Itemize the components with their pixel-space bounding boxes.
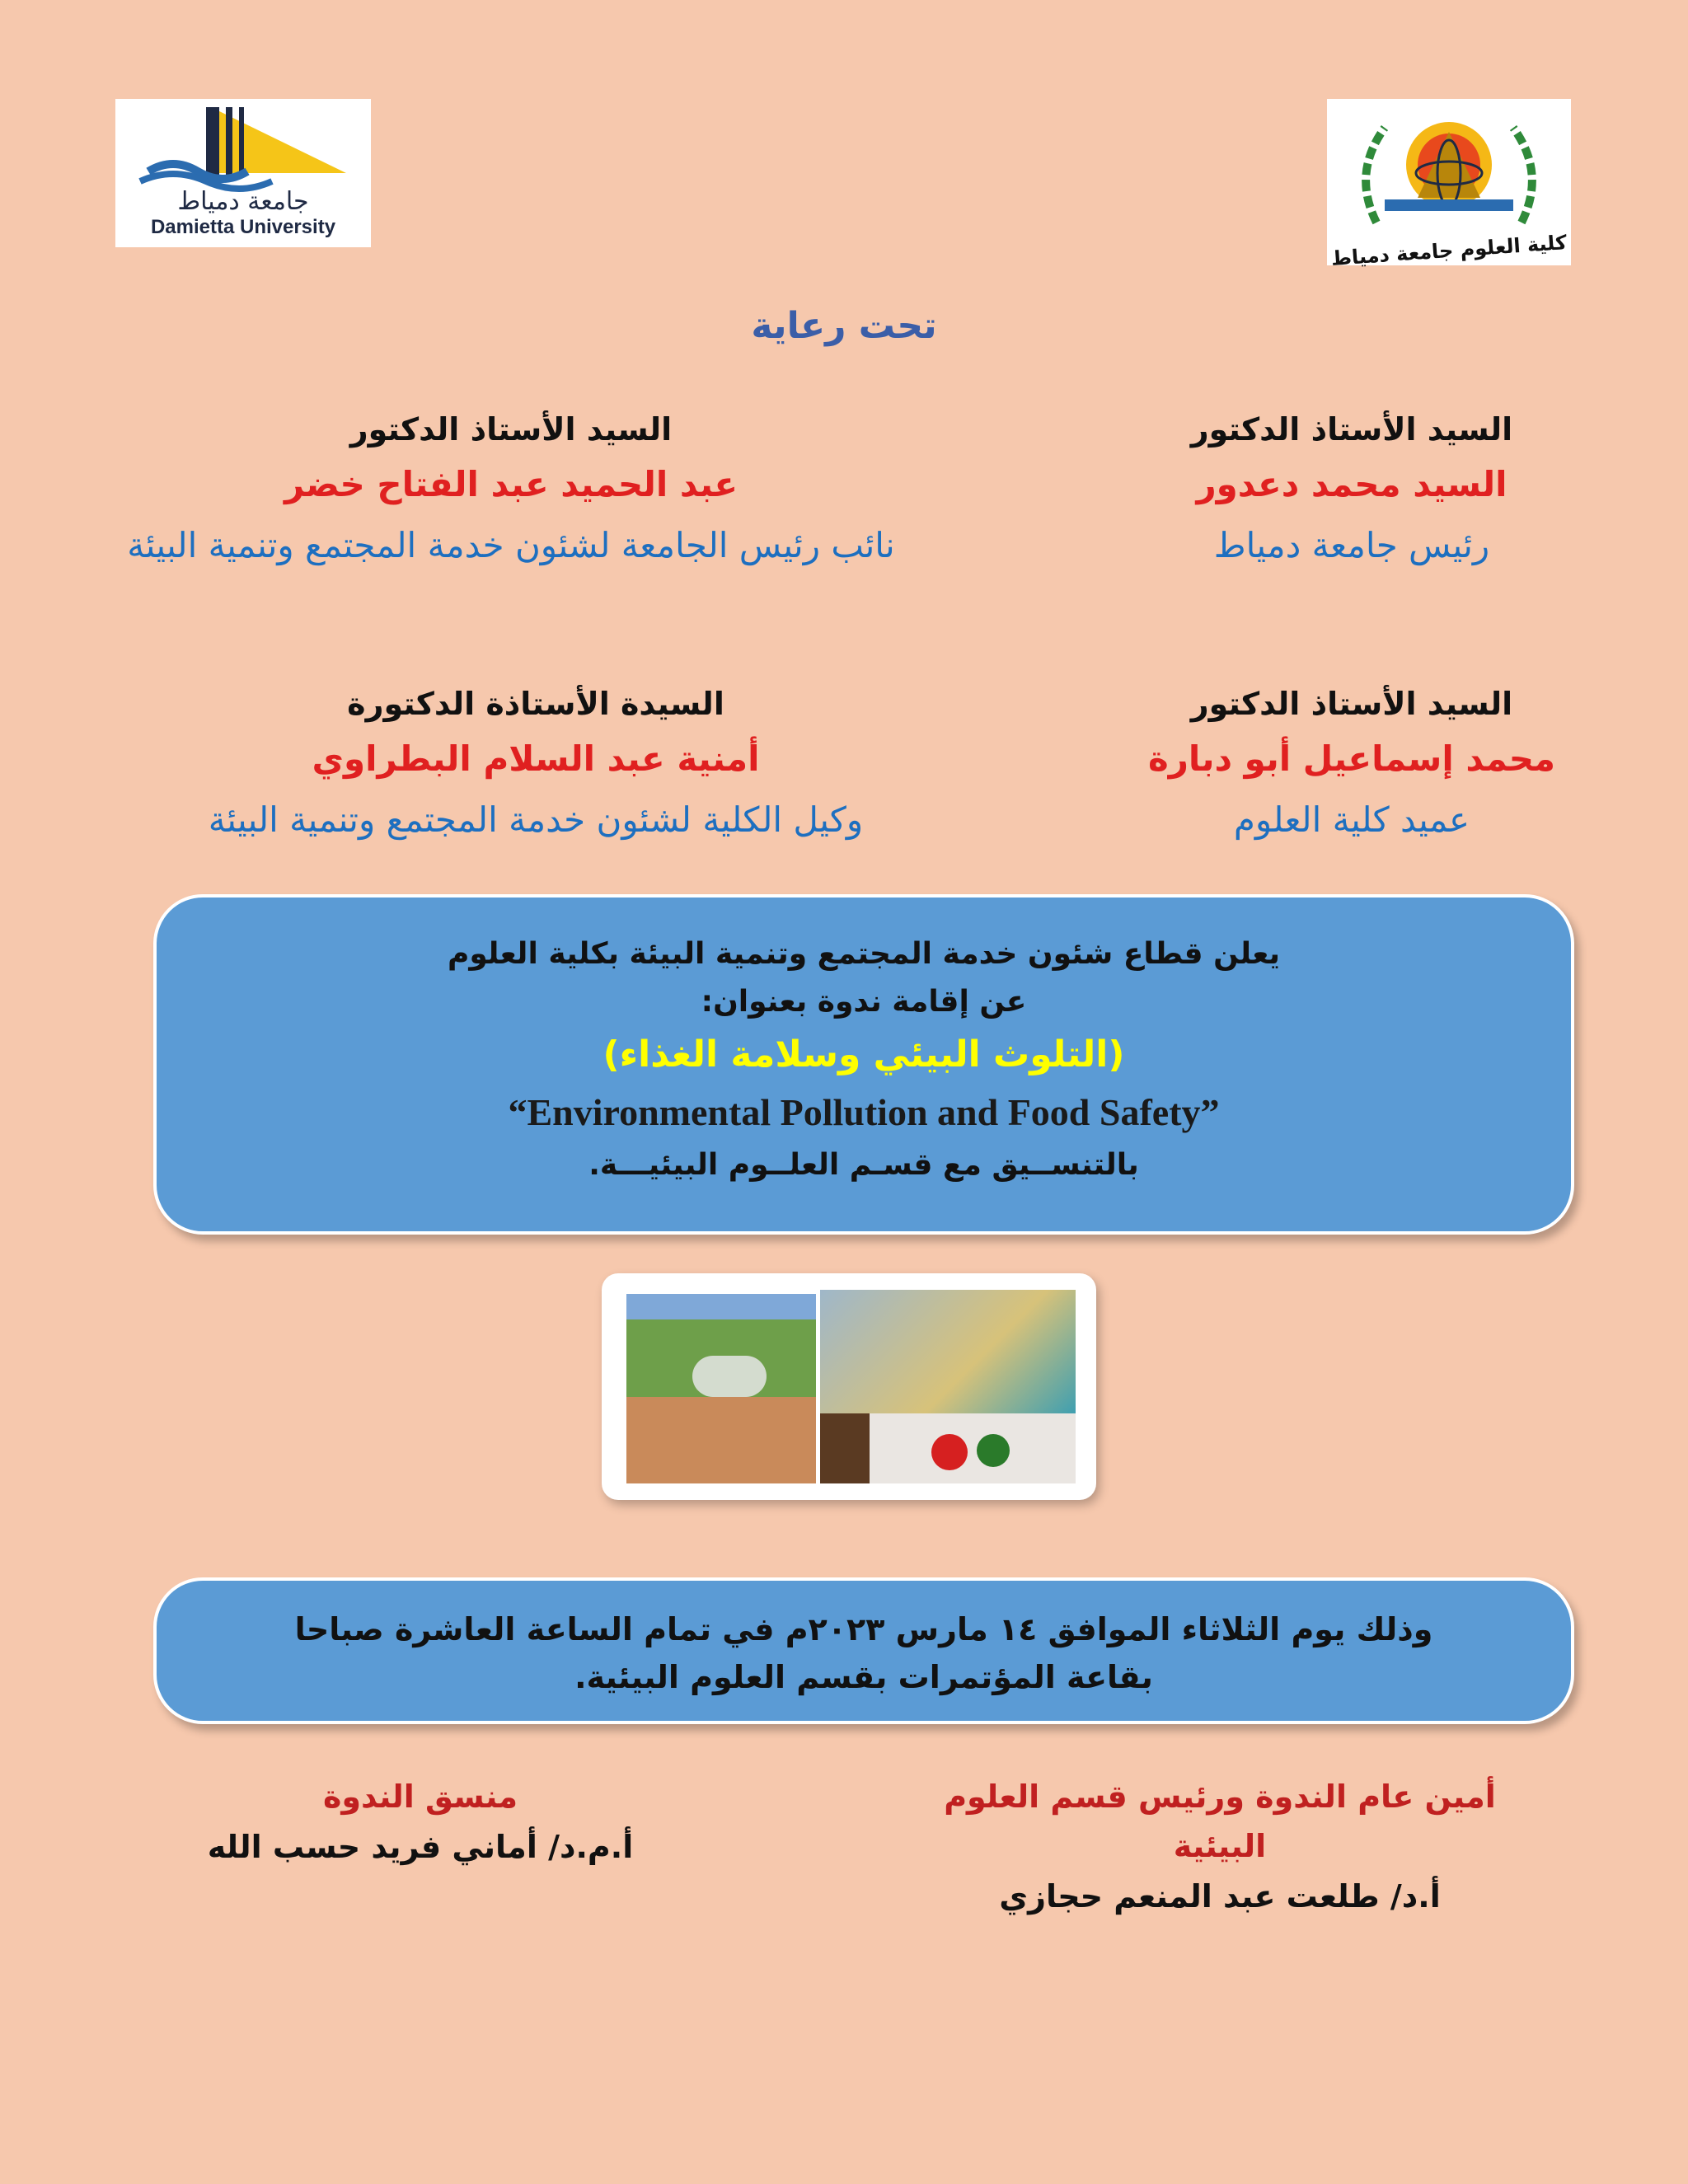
topic-collage-image [602, 1273, 1096, 1500]
patron-name: محمد إسماعيل أبو دبارة [1147, 738, 1556, 779]
university-logo-arabic: جامعة دمياط [177, 187, 309, 216]
produce-photo [870, 1413, 1076, 1483]
patron-name: عبد الحميد عبد الفتاح خضر [284, 464, 738, 504]
schedule-date-line: وذلك يوم الثلاثاء الموافق ١٤ مارس ٢٠٢٣م في تمام الساعة العاشرة صباحا [294, 1611, 1433, 1647]
seminar-title-arabic: (التلوث البيئي وسلامة الغذاء) [603, 1033, 1125, 1076]
food-handling-photo [626, 1397, 816, 1483]
damietta-university-logo [115, 99, 371, 247]
patron-name: السيد محمد دعدور [1196, 464, 1507, 504]
announcement-line-2: عن إقامة ندوة بعنوان: [701, 985, 1027, 1019]
coordinator-title: منسق الندوة [323, 1779, 518, 1815]
patronage-heading: تحت رعاية [751, 305, 937, 347]
patron-title: السيدة الأستاذة الدكتورة [347, 686, 724, 722]
pepper-icon [977, 1434, 1010, 1467]
faculty-logo-arabic: كلية العلوم جامعة دمياط [1330, 231, 1568, 270]
patron-4 [124, 678, 948, 851]
seminar-secretary [898, 1772, 1541, 1922]
patron-3 [1137, 678, 1566, 851]
patron-role: رئيس جامعة دمياط [1213, 525, 1490, 565]
patron-role: وكيل الكلية لشئون خدمة المجتمع وتنمية البيئة [208, 799, 864, 840]
patron-title: السيد الأستاذ الدكتور [1190, 411, 1513, 448]
patron-title: السيد الأستاذ الدكتور [1190, 686, 1513, 722]
coordinator-name: أ.م.د/ أماني فريد حسب الله [207, 1829, 634, 1865]
faculty-of-science-logo [1327, 99, 1571, 270]
seminar-coordinator [190, 1772, 651, 1872]
secretary-title: أمين عام الندوة ورئيس قسم العلوم البيئية [944, 1779, 1496, 1864]
announcement-box [153, 894, 1574, 1235]
soil-photo [820, 1413, 870, 1483]
patron-title: السيد الأستاذ الدكتور [349, 411, 673, 448]
seminar-title-english: “Environmental Pollution and Food Safety” [508, 1091, 1220, 1133]
announcement-line-5: بالتنســيق مع قسـم العلــوم البيئيـــة. [588, 1148, 1139, 1182]
university-logo-english: Damietta University [150, 216, 336, 238]
patron-role: عميد كلية العلوم [1233, 799, 1470, 840]
announcement-line-1: يعلن قطاع شئون خدمة المجتمع وتنمية البيئة بكلية العلوم [447, 937, 1281, 971]
pollution-diagram [820, 1290, 1076, 1413]
tomato-icon [931, 1434, 968, 1470]
spray-mist [692, 1356, 767, 1397]
schedule-venue-line: بقاعة المؤتمرات بقسم العلوم البيئية. [574, 1659, 1153, 1695]
patron-name: أمنية عبد السلام البطراوي [312, 738, 760, 779]
patron-1 [1137, 404, 1566, 577]
patron-2 [99, 404, 923, 577]
schedule-box [153, 1577, 1574, 1724]
patron-role: نائب رئيس الجامعة لشئون خدمة المجتمع وتنمية البيئة [127, 525, 895, 565]
secretary-name: أ.د/ طلعت عبد المنعم حجازي [999, 1878, 1441, 1915]
